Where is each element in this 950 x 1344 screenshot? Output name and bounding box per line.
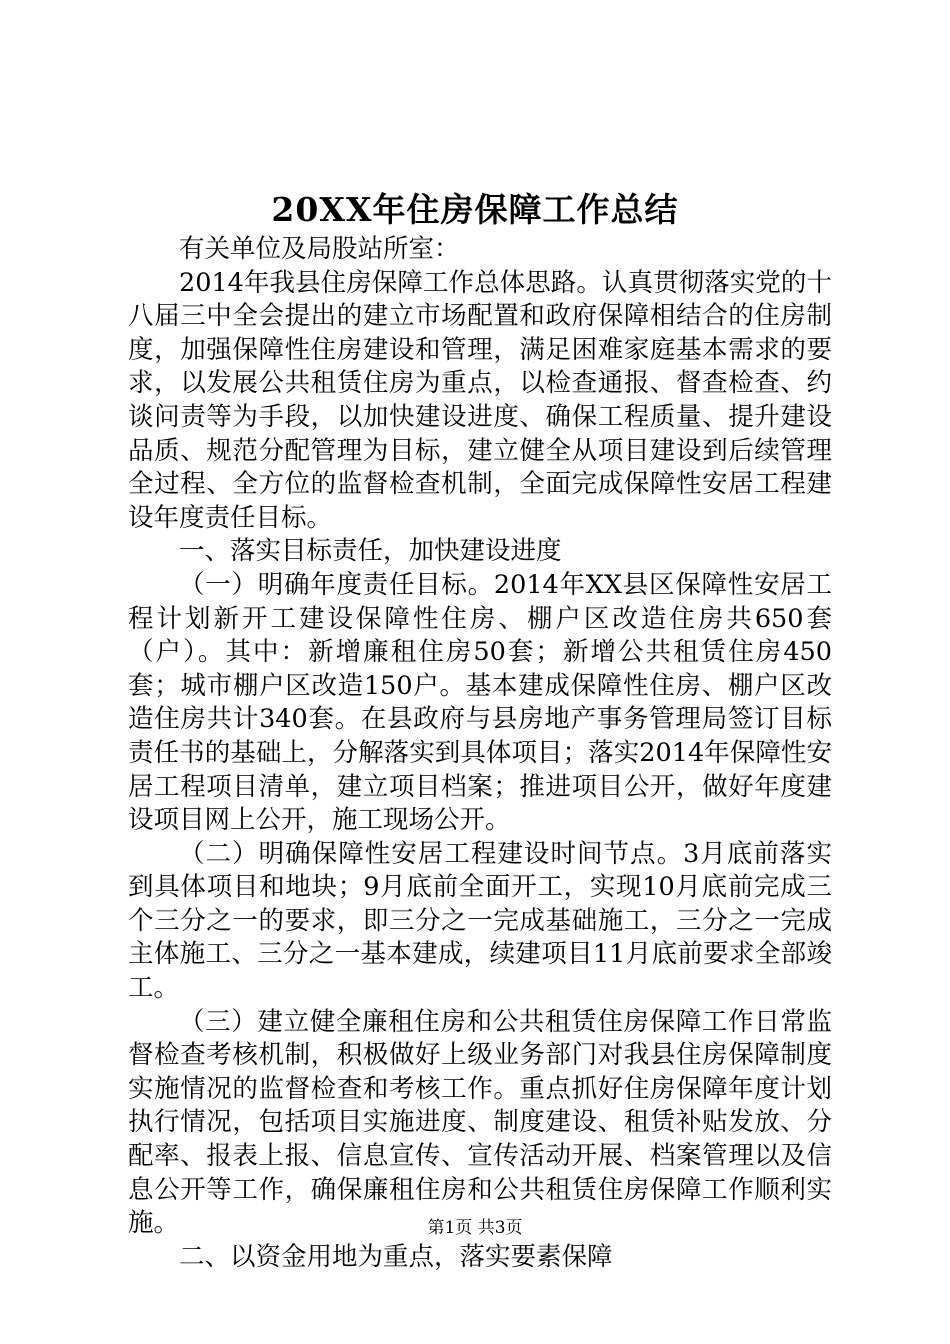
page-footer: 第1页 共3页: [427, 1218, 523, 1238]
subsection-paragraph-1: （一）明确年度责任目标。2014年XX县区保障性安居工程计划新开工建设保障性住房、棚户区改造住房共650套（户）。其中：新增廉租住房50套；新增公共租赁住房450套；城市棚户区改造150户。基本建成保障性住房、棚户区改造住房共计340套。在县政府与县房地产事务管理局签订目标责任书的基础上，分解落实到具体项目；落实2014年保障性安居工程项目清单，建立项目档案；推进项目公开，做好年度建设项目网上公开，施工现场公开。: [128, 569, 832, 836]
subsection-paragraph-3: （三）建立健全廉租住房和公共租赁住房保障工作日常监督检查考核机制，积极做好上级业务部门对我县住房保障制度实施情况的监督检查和考核工作。重点抓好住房保障年度计划执行情况，包括项目实施进度、制度建设、租赁补贴发放、分配率、报表上报、信息宣传、宣传活动开展、档案管理以及信息公开等工作，确保廉租住房和公共租赁住房保障工作顺利实施。: [128, 1006, 832, 1239]
subsection-paragraph-2: （二）明确保障性安居工程建设时间节点。3月底前落实到具体项目和地块；9月底前全面开工，实现10月底前完成三个三分之一的要求，即三分之一完成基础施工，三分之一完成主体施工、三分之一基本建成，续建项目11月底前要求全部竣工。: [128, 838, 832, 1004]
salutation-paragraph: 有关单位及局股站所室：: [179, 234, 460, 264]
overview-paragraph: 2014年我县住房保障工作总体思路。认真贯彻落实党的十八届三中全会提出的建立市场配置和政府保障相结合的住房制度，加强保障性住房建设和管理，满足困难家庭基本需求的要求，以发展公共租赁住房为重点，以检查通报、督查检查、约谈问责等为手段，以加快建设进度、确保工程质量、提升建设品质、规范分配管理为目标，建立健全从项目建设到后续管理全过程、全方位的监督检查机制，全面完成保障性安居工程建设年度责任目标。: [128, 267, 832, 533]
section-heading-1: 一、落实目标责任，加快建设进度: [179, 536, 562, 567]
document-body: [128, 233, 832, 1274]
document-title: 20XX年住房保障工作总结: [271, 190, 679, 229]
section-heading-2: 二、以资金用地为重点，落实要素保障: [179, 1241, 613, 1272]
